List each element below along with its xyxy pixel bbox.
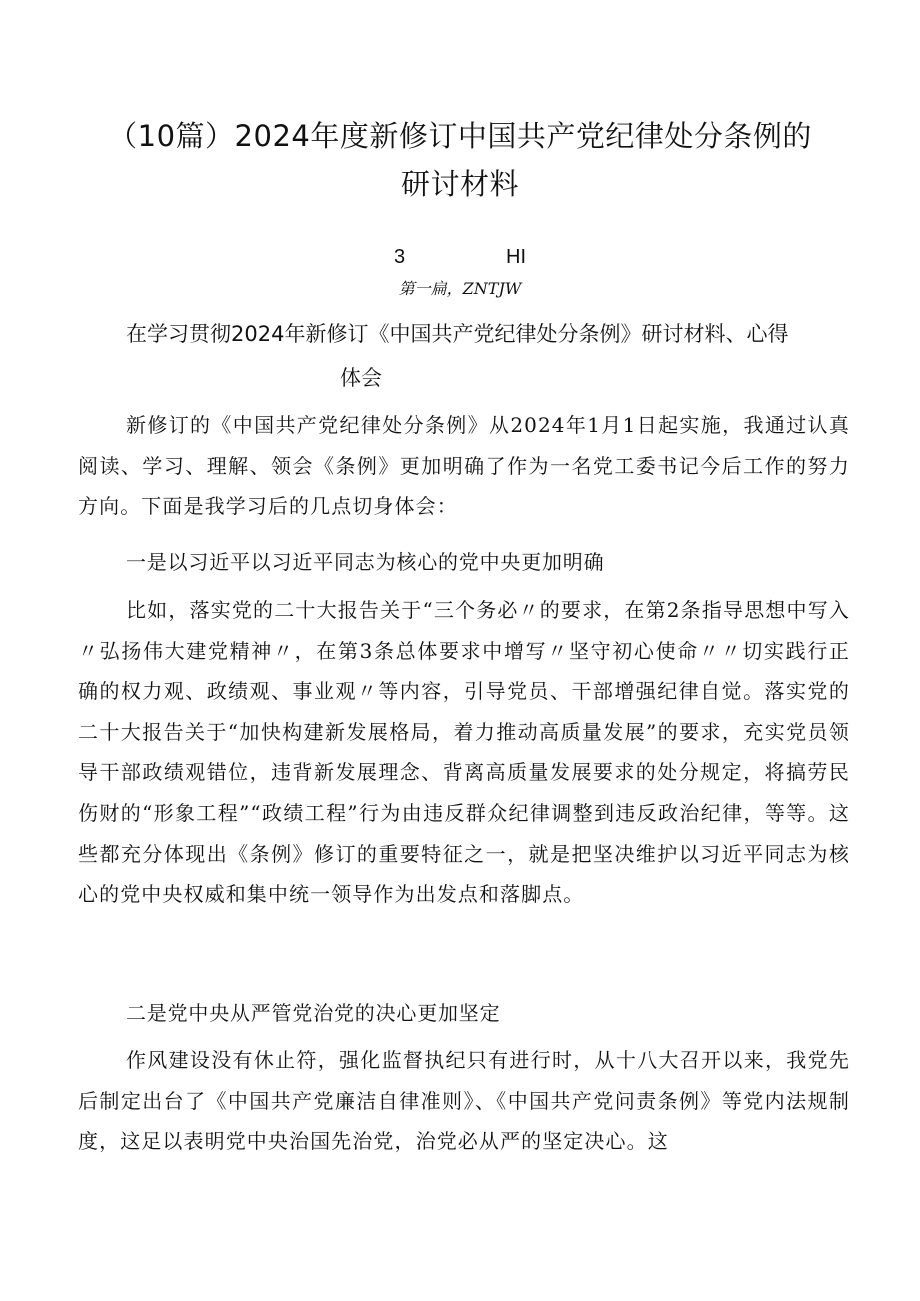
paragraph-point-1: 比如，落实党的二十大报告关于“三个务必〃的要求，在第2条指导思想中写入〃弘扬伟大建党精神〃，在第3条总体要求中增写〃坚守初心使命〃〃切实践行正确的权力观、政绩观、事业观〃等内容，引导党员、干部增强纪律自觉。落实党的二十大报告关于“加快构建新发展格局，着力推动高质量发展”的要求，充实党员领导干部政绩观错位，违背新发展理念、背离高质量发展要求的处分规定，将搞劳民伤财的“形象工程”“政绩工程”行为由违反群众纪律调整到违反政治纪律，等等。这些都充分体现出《条例》修订的重要特征之一，就是把坚决维护以习近平同志为核心的党中央权威和集中统一领导作为出发点和落脚点。 xyxy=(78,598,850,907)
title-line-1: （10篇）2024年度新修订中国共产党纪律处分条例的 xyxy=(108,119,812,153)
point-heading-2: 二是党中央从严管党治党的决心更加坚定 xyxy=(126,1001,501,1025)
title-line-2: 研讨材料 xyxy=(400,167,519,201)
section-label: 第一扁，ZNTJW xyxy=(398,279,522,298)
point-heading-1: 一是以习近平以习近平同志为核心的党中央更加明确 xyxy=(126,550,605,574)
garbled-text-left: 3 xyxy=(394,246,406,268)
garbled-text-right: HI xyxy=(506,246,526,268)
document-title xyxy=(60,114,860,206)
subheading-line-1: 在学习贯彻2024年新修订《中国共产党纪律处分条例》研讨材料、心得 xyxy=(126,322,789,346)
paragraph-point-2: 作风建设没有休止符，强化监督执纪只有进行时，从十八大召开以来，我党先后制定出台了《中国共产党廉洁自律准则》、《中国共产党问责条例》等党内法规制度，这足以表明党中央治国先治党，治党必从严的坚定决心。这 xyxy=(78,1048,850,1154)
article-subheading xyxy=(126,312,866,400)
paragraph-intro: 新修订的《中国共产党纪律处分条例》从2024年1月1日起实施，我通过认真阅读、学习、理解、领会《条例》更加明确了作为一名党工委书记今后工作的努力方向。下面是我学习后的几点切身体会： xyxy=(78,413,850,519)
subheading-line-2: 体会 xyxy=(340,366,382,390)
